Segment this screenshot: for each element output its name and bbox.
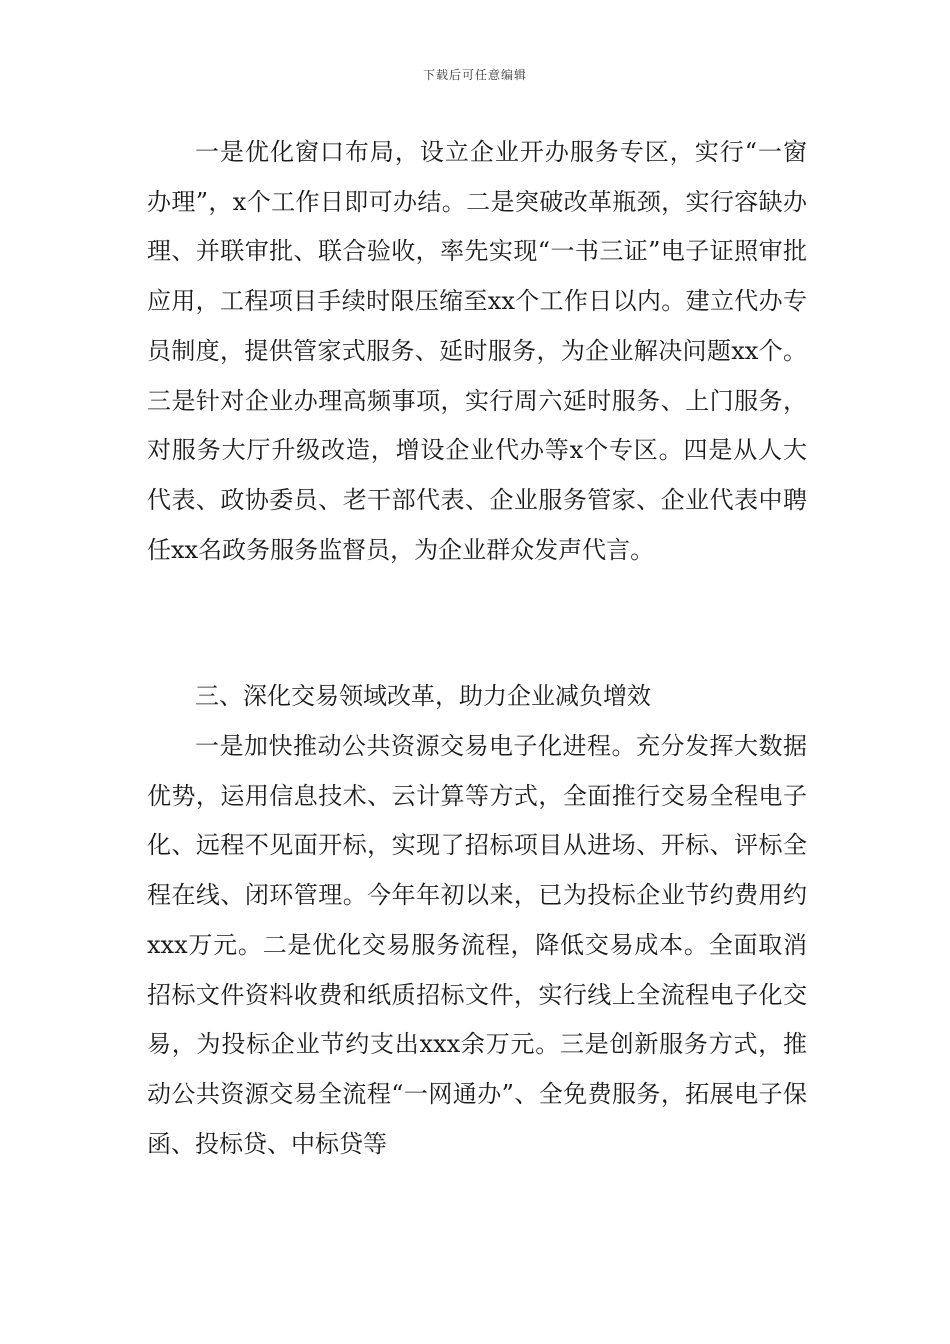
body-paragraph-2: 一是加快推动公共资源交易电子化进程。充分发挥大数据优势，运用信息技术、云计算等方式，全面推行交易全程电子化、远程不见面开标，实现了招标项目从进场、开标、评标全程在线、闭环管理。今年年初以来，已为投标企业节约费用约xxx万元。二是优化交易服务流程，降低交易成本。全面取消招标文件资料收费和纸质招标文件，实行线上全流程电子化交易，为投标企业节约支出xxx余万元。三是创新服务方式，推动公共资源交易全流程“一网通办”、全免费服务，拓展电子保函、投标贷、中标贷等 bbox=[147, 732, 807, 1158]
section-heading: 三、深化交易领域改革，助力企业减负增效 bbox=[195, 682, 651, 710]
page-header-note: 下载后可任意编辑 bbox=[422, 68, 527, 82]
body-paragraph-1: 一是优化窗口布局，设立企业开办服务专区，实行“一窗办理”，x个工作日即可办结。二是突破改革瓶颈，实行容缺办理、并联审批、联合验收，率先实现“一书三证”电子证照审批应用，工程项目手续时限压缩至xx个工作日以内。建立代办专员制度，提供管家式服务、延时服务，为企业解决问题xx个。三是针对企业办理高频事项，实行周六延时服务、上门服务，对服务大厅升级改造，增设企业代办等x个专区。四是从人大代表、政协委员、老干部代表、企业服务管家、企业代表中聘任xx名政务服务监督员，为企业群众发声代言。 bbox=[147, 138, 807, 564]
